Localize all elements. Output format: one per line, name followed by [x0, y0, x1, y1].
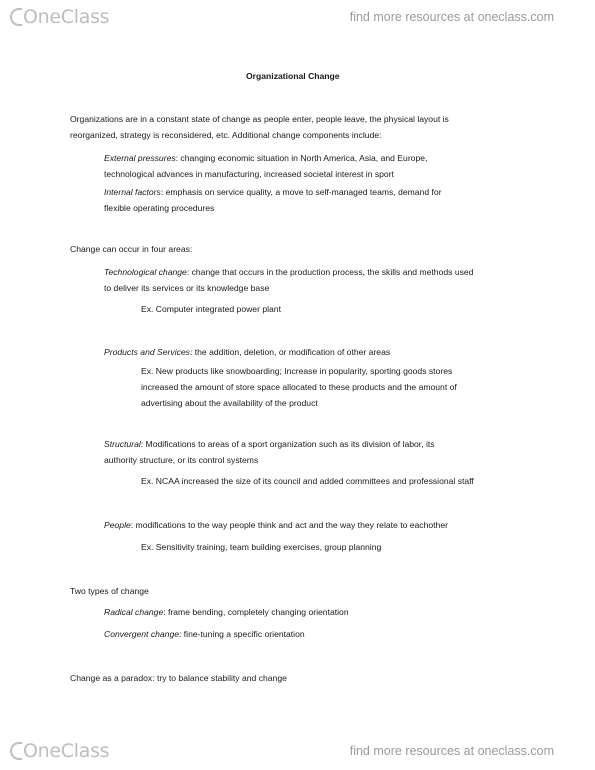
products-text: : the addition, deletion, or modification of other areas	[189, 347, 391, 357]
oneclass-logo-footer	[10, 740, 109, 762]
internal-factors-line-1	[104, 187, 442, 198]
internal-factors-line-2: flexible operating procedures	[104, 203, 215, 213]
external-pressures-text: : changing economic situation in North America, Asia, and Europe,	[175, 153, 428, 163]
promo-link-bottom[interactable]: find more resources at oneclass.com	[349, 744, 554, 758]
technological-text: : change that occurs in the production process, the skills and methods used	[186, 267, 474, 277]
people-label: People	[104, 520, 131, 530]
people-text: : modifications to the way people think and act and the way they relate to eachother	[130, 520, 448, 530]
products-label: Products and Services	[104, 347, 190, 357]
technological-line-2: to deliver its services or its knowledge base	[104, 283, 270, 293]
external-pressures-line-2: technological advances in manufacturing, increased societal interest in sport	[104, 169, 394, 179]
technological-example: Ex. Computer integrated power plant	[141, 304, 281, 314]
structural-label: Structural	[104, 439, 141, 449]
two-types-heading: Two types of change	[70, 586, 149, 596]
radical-change-label: Radical change	[104, 607, 164, 617]
structural-text: : Modifications to areas of a sport organization such as its division of labor, its	[140, 439, 435, 449]
logo-text-footer: OneClass	[23, 740, 110, 762]
radical-change-text: : frame bending, completely changing orientation	[163, 607, 349, 617]
convergent-change-label: Convergent change	[104, 629, 180, 639]
structural-line-1	[104, 439, 435, 450]
logo-mark-icon	[10, 8, 22, 26]
products-line-1	[104, 347, 390, 358]
logo-text: OneClass	[23, 6, 110, 28]
structural-line-2: authority structure, or its control systems	[104, 455, 259, 465]
technological-label: Technological change	[104, 267, 187, 277]
technological-line-1	[104, 267, 473, 278]
oneclass-logo	[10, 6, 109, 28]
radical-change-line	[104, 607, 349, 618]
four-areas-heading: Change can occur in four areas:	[70, 244, 193, 254]
external-pressures-line-1	[104, 153, 427, 164]
convergent-change-text: : fine-tuning a specific orientation	[179, 629, 305, 639]
external-pressures-label: External pressures	[104, 153, 176, 163]
intro-line-2: reorganized, strategy is reconsidered, etc. Additional change components include:	[70, 130, 382, 140]
intro-line-1: Organizations are in a constant state of change as people enter, people leave, the physical layout is	[70, 114, 449, 124]
people-example: Ex. Sensitivity training, team building exercises, group planning	[141, 542, 382, 552]
promo-link-top[interactable]: find more resources at oneclass.com	[349, 10, 554, 24]
paradox-line: Change as a paradox: try to balance stability and change	[70, 673, 287, 683]
products-example-3: advertising about the availability of the product	[141, 398, 318, 408]
logo-mark-icon	[10, 742, 22, 760]
convergent-change-line	[104, 629, 305, 640]
internal-factors-label: Internal factors	[104, 187, 161, 197]
products-example-2: increased the amount of store space allocated to these products and the amount of	[141, 382, 457, 392]
people-line-1	[104, 520, 448, 531]
page-title: Organizational Change	[246, 71, 340, 81]
products-example-1: Ex. New products like snowboarding; Increase in popularity, sporting goods stores	[141, 366, 453, 376]
structural-example: Ex. NCAA increased the size of its council and added committees and professional staff	[141, 476, 474, 486]
internal-factors-text: : emphasis on service quality, a move to self-managed teams, demand for	[160, 187, 442, 197]
